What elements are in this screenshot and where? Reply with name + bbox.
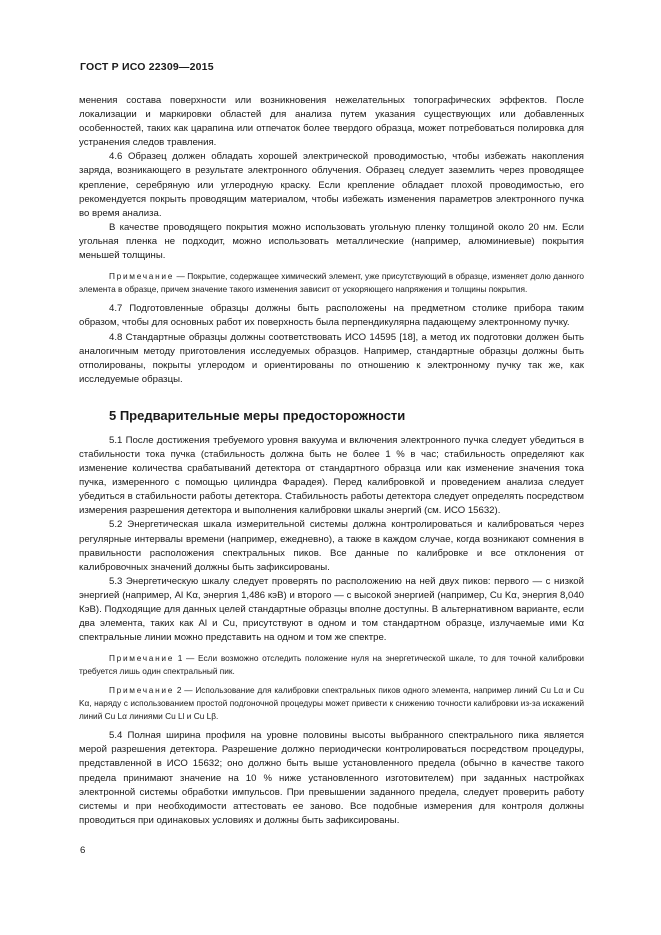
paragraph-4-7: 4.7 Подготовленные образцы должны быть расположены на предметном столике прибора таким образом, чтобы для основных работ их поверхность была перпендикулярна падающему электронному пучку. — [79, 303, 584, 329]
note-text: — Покрытие, содержащее химический элемент, уже присутствующий в образце, изменяет долю данного элемента в образце, причем значение такого изменения зависит от ускоряющего напряжения и толщины покрытия. — [79, 271, 584, 294]
note-label: Примечание — [109, 271, 175, 282]
document-header: ГОСТ Р ИСО 22309—2015 — [80, 61, 214, 73]
paragraph-4-6: 4.6 Образец должен обладать хорошей электрической проводимостью, чтобы избежать накопления заряда, возникающего в результате электронного облучения. Образец следует заземлить через проводящее крепление, серебряную или углеродную краску. Если крепление обладает плохой проводимостью, его рекомендуется покрыть проводящим материалом, чтобы избежать изменения параметров электронного пучка во время анализа. — [79, 151, 584, 219]
paragraph-4-6-coating: В качестве проводящего покрытия можно использовать угольную пленку толщиной около 20 нм. Если угольная пленка не подходит, можно использовать металлические (например, алюминиевые) покрытия меньшей толщины. — [79, 221, 584, 262]
paragraph-4-8: 4.8 Стандартные образцы должны соответствовать ИСО 14595 [18], а метод их подготовки должен быть аналогичным методу приготовления исследуемых образцов. Например, стандартные образцы должны быть отполированы, покрыты углеродом и ориентированы по отношению к электронному пучку так же, как исследуемые образцы. — [79, 331, 584, 385]
note-text: 2 — Использование для калибровки спектральных пиков одного элемента, например линий Cu Lα и Cu Kα, наряду с использованием простой подгоночной процедуры может привести к снижению точности калибровки из-за искажений линий Cu Lα линиями Cu Ll и Cu Lβ. — [79, 685, 584, 721]
note-text: 1 — Если возможно отследить положение нуля на энергетической шкале, то для точной калибровки требуется лишь один спектральный пик. — [79, 653, 584, 676]
paragraph-5-2: 5.2 Энергетическая шкала измерительной системы должна контролироваться и калиброваться через регулярные интервалы времени (например, ежедневно), а также в каждом случае, когда возникают сомнения в правильности расположения спектральных пиков. Все данные по калибровке и все отклонения от калибровочных значений должны быть зафиксированы. — [79, 519, 584, 573]
section-title: 5 Предварительные меры предосторожности — [109, 407, 406, 423]
page-number: 6 — [80, 845, 86, 856]
paragraph-5-4: 5.4 Полная ширина профиля на уровне половины высоты выбранного спектрального пика является мерой разрешения детектора. Разрешение должно периодически контролироваться посредством процедуры, представленной в ИСО 15632; оно должно быть выше установленного предела (обычно в качестве такого предела принимают значение на 10 % ниже установленного изготовителем) при заданных настройках электронной системы обработки импульсов. При превышении заданного предела, следует проверить работу системы и при необходимости аттестовать ее заново. Все подобные измерения для контроля должны проводиться при одинаковых условиях и должны быть зафиксированы. — [79, 730, 584, 826]
note-label: Примечание — [109, 653, 175, 664]
note-label: Примечание — [109, 685, 175, 696]
paragraph-4-5-continuation: менения состава поверхности или возникновения нежелательных топографических эффектов. После локализации и маркировки областей для анализа путем указания существующих или добавленных особенностей, таких как царапина или отпечаток более твердого образца, может потребоваться полировка для устранения следов травления. — [79, 95, 584, 149]
note-coating — [79, 270, 584, 295]
page-body — [79, 94, 584, 828]
paragraph-5-1: 5.1 После достижения требуемого уровня вакуума и включения электронного пучка следует убедиться в стабильности тока пучка (стабильность должна быть не более 1 % в час; стабильность определяют как изменение количества срабатываний детектора от стандартного образца или как изменение значения тока пучка, измеренного с помощью цилиндра Фарадея). Перед калибровкой и проведением анализа следует убедиться в стабильности работы детектора. Стабильность работы детектора следует определять посредством измерения разрешения детектора и выполнения калибровки шкалы энергий (см. ИСО 15632). — [79, 434, 584, 517]
paragraph-5-3: 5.3 Энергетическую шкалу следует проверять по расположению на ней двух пиков: первого — с низкой энергией (например, Al Kα, энергия 1,486 кэВ) и второго — с высокой энергией (например, Cu Kα, энергия 8,040 КэВ). Подходящие для данных целей стандартные образцы вполне доступны. В альтернативном варианте, если два элемента, таких как Al и Cu, присутствуют в одном и том стандартном образце, излучаемые ими Kα спектральные линии можно представить на одном и том же спектре. — [79, 575, 584, 644]
note-1 — [79, 652, 584, 677]
note-2 — [79, 684, 584, 722]
